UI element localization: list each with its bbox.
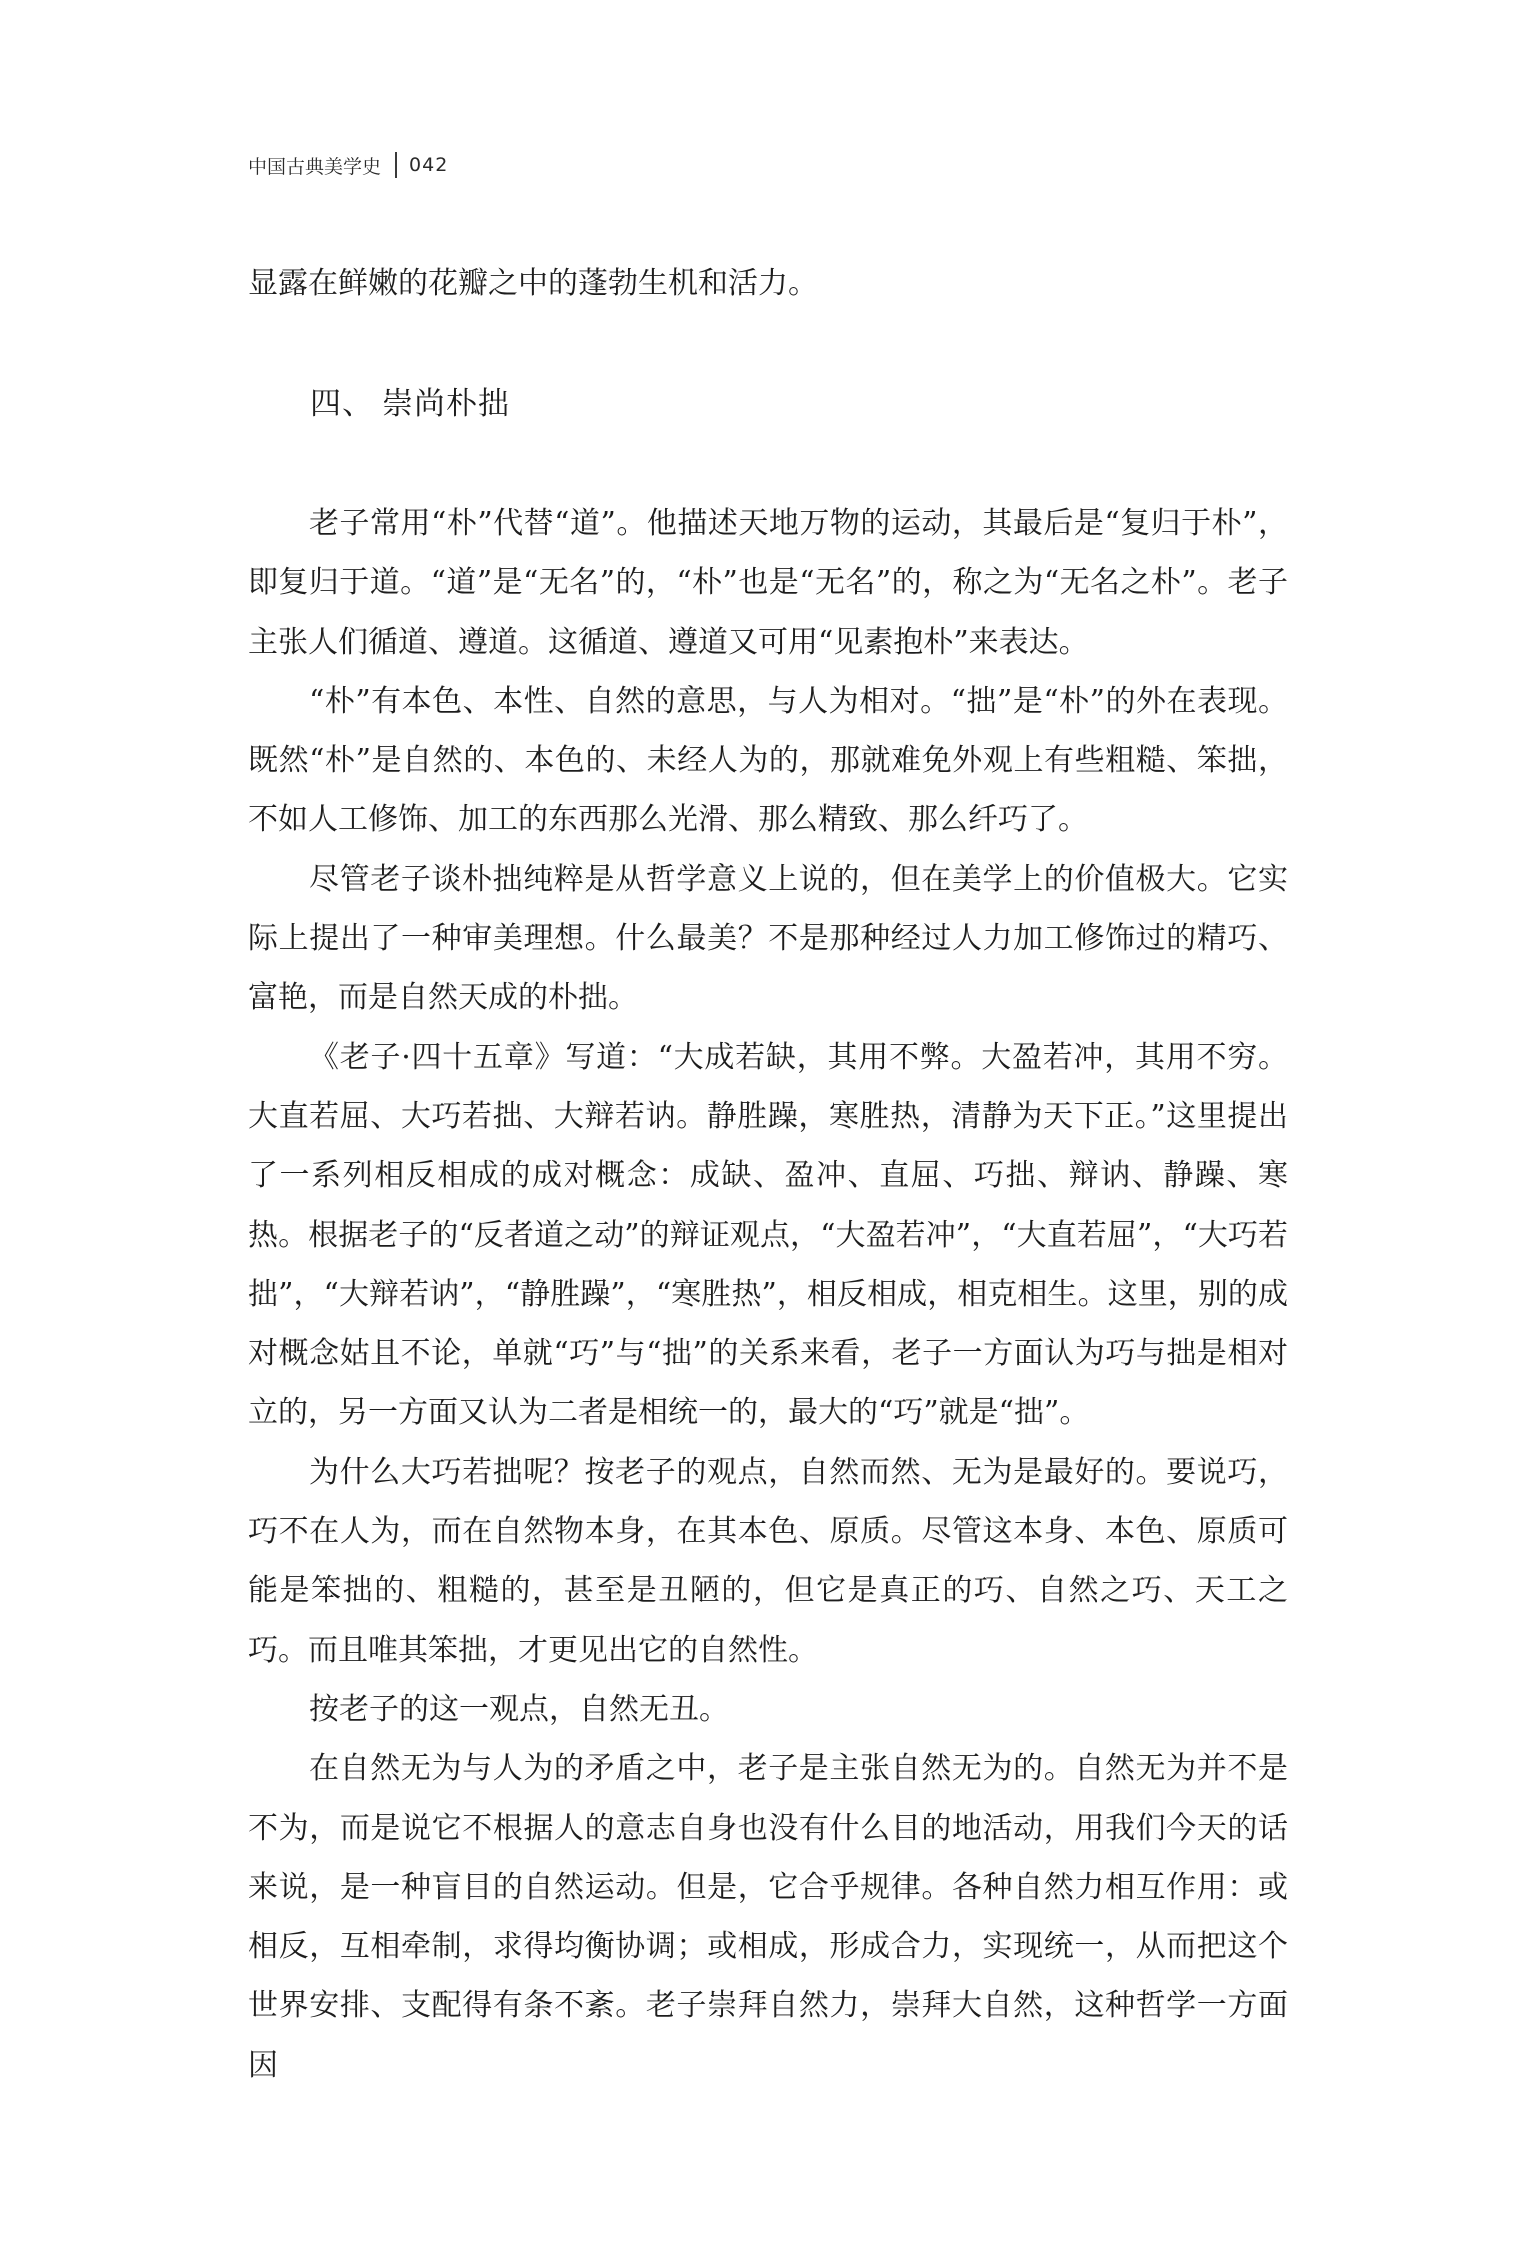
paragraph-2: “朴”有本色、本性、自然的意思，与人为相对。“拙”是“朴”的外在表现。既然“朴”是自然的、本色的、未经人为的，那就难免外观上有些粗糙、笨拙，不如人工修饰、加工的东西那么光滑、那么精致、那么纤巧了。	[248, 683, 1288, 838]
paragraph-6: 按老子的这一观点，自然无丑。	[309, 1691, 729, 1727]
paragraph-3: 尽管老子谈朴拙纯粹是从哲学意义上说的，但在美学上的价值极大。它实际上提出了一种审美理想。什么最美？不是那种经过人力加工修饰过的精巧、富艳，而是自然天成的朴拙。	[248, 861, 1288, 1016]
section-title: 崇尚朴拙	[382, 386, 510, 422]
page-number: 042	[409, 154, 449, 176]
section-number: 四、	[310, 386, 374, 422]
paragraph-5: 为什么大巧若拙呢？按老子的观点，自然而然、无为是最好的。要说巧，巧不在人为，而在自然物本身，在其本色、原质。尽管这本身、本色、原质可能是笨拙的、粗糙的，甚至是丑陋的，但它是真正的巧、自然之巧、天工之巧。而且唯其笨拙，才更见出它的自然性。	[248, 1454, 1288, 1668]
paragraph-1: 老子常用“朴”代替“道”。他描述天地万物的运动，其最后是“复归于朴”，即复归于道。“道”是“无名”的，“朴”也是“无名”的，称之为“无名之朴”。老子主张人们循道、遵道。这循道、遵道又可用“见素抱朴”来表达。	[248, 506, 1288, 660]
section-heading	[310, 378, 510, 430]
header-divider	[395, 152, 397, 178]
book-title: 中国古典美学史	[248, 155, 382, 178]
running-header	[248, 150, 448, 180]
paragraph-4: 《老子·四十五章》写道：“大成若缺，其用不弊。大盈若冲，其用不穷。大直若屈、大巧若拙、大辩若讷。静胜躁，寒胜热，清静为天下正。”这里提出了一系列相反相成的成对概念：成缺、盈冲、直屈、巧拙、辩讷、静躁、寒热。根据老子的“反者道之动”的辩证观点，“大盈若冲”，“大直若屈”，“大巧若拙”，“大辩若讷”，“静胜躁”，“寒胜热”，相反相成，相克相生。这里，别的成对概念姑且不论，单就“巧”与“拙”的关系来看，老子一方面认为巧与拙是相对立的，另一方面又认为二者是相统一的，最大的“巧”就是“拙”。	[248, 1039, 1288, 1431]
lead-line: 显露在鲜嫩的花瓣之中的蓬勃生机和活力。	[248, 266, 818, 301]
paragraph-7: 在自然无为与人为的矛盾之中，老子是主张自然无为的。自然无为并不是不为，而是说它不根据人的意志自身也没有什么目的地活动，用我们今天的话来说，是一种盲目的自然运动。但是，它合乎规律。各种自然力相互作用：或相反，互相牵制，求得均衡协调；或相成，形成合力，实现统一，从而把这个世界安排、支配得有条不紊。老子崇拜自然力，崇拜大自然，这种哲学一方面因	[248, 1751, 1288, 2083]
body-text	[248, 494, 1288, 2095]
